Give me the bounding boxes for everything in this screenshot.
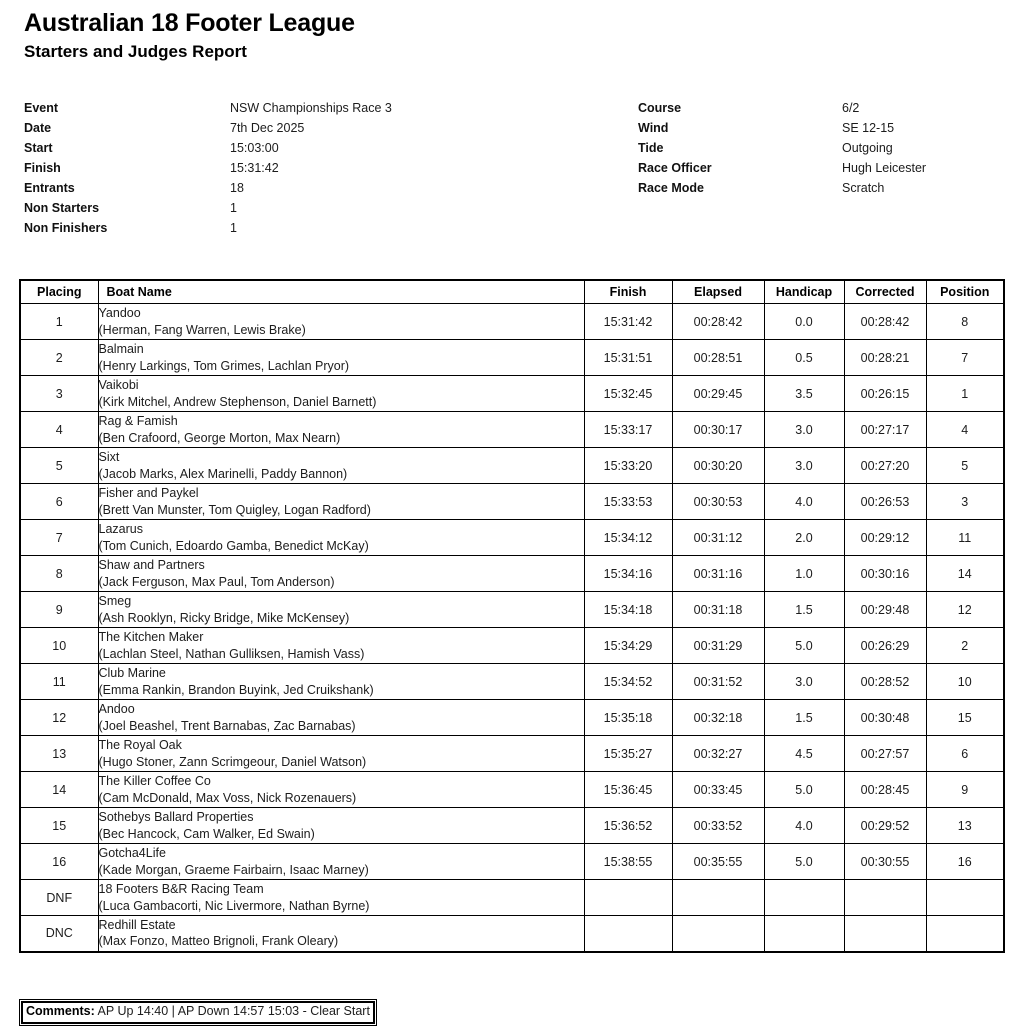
table-row [20,808,1004,844]
cell-elapsed: 00:35:55 [672,844,764,880]
boat-name: The Kitchen Maker [98,629,204,644]
cell-position: 1 [926,376,1004,412]
cell-placing: 1 [20,304,98,340]
cell-placing: 16 [20,844,98,880]
cell-finish [584,880,672,916]
cell-handicap: 5.0 [764,844,844,880]
column-header-position: Position [926,280,1004,304]
cell-finish: 15:34:52 [584,664,672,700]
meta-label: Race Mode [638,180,704,195]
boat-name: Vaikobi [98,377,139,392]
cell-corrected: 00:27:57 [844,736,926,772]
cell-handicap: 1.0 [764,556,844,592]
cell-placing: 13 [20,736,98,772]
cell-corrected: 00:28:52 [844,664,926,700]
table-header-row [20,280,1004,304]
cell-placing: 7 [20,520,98,556]
boat-crew: (Emma Rankin, Brandon Buyink, Jed Cruikshank) [98,682,374,697]
cell-handicap: 3.0 [764,664,844,700]
boat-crew: (Brett Van Munster, Tom Quigley, Logan Radford) [98,502,371,517]
cell-elapsed: 00:28:42 [672,304,764,340]
boat-crew: (Hugo Stoner, Zann Scrimgeour, Daniel Watson) [98,754,367,769]
cell-placing: 11 [20,664,98,700]
cell-position: 9 [926,772,1004,808]
cell-handicap: 4.0 [764,808,844,844]
cell-finish: 15:34:18 [584,592,672,628]
boat-crew: (Kade Morgan, Graeme Fairbairn, Isaac Marney) [98,862,369,877]
boat-name: The Killer Coffee Co [98,773,211,788]
comments-inner [21,1001,375,1024]
cell-elapsed [672,880,764,916]
boat-crew: (Max Fonzo, Matteo Brignoli, Frank Oleary) [98,934,339,949]
cell-boat-name [98,412,584,448]
table-row [20,520,1004,556]
table-row [20,340,1004,376]
cell-handicap: 3.5 [764,376,844,412]
boat-crew: (Lachlan Steel, Nathan Gulliksen, Hamish Vass) [98,646,365,661]
boat-name: The Royal Oak [98,737,182,752]
meta-value: 1 [230,200,237,215]
cell-finish: 15:35:27 [584,736,672,772]
column-header-finish: Finish [584,280,672,304]
boat-crew: (Henry Larkings, Tom Grimes, Lachlan Pryor) [98,358,350,373]
comments-text: AP Up 14:40 | AP Down 14:57 15:03 - Clear Start [94,1004,370,1018]
cell-position: 5 [926,448,1004,484]
cell-elapsed: 00:32:27 [672,736,764,772]
cell-position: 3 [926,484,1004,520]
cell-finish: 15:32:45 [584,376,672,412]
table-row [20,628,1004,664]
cell-handicap: 5.0 [764,772,844,808]
boat-crew: (Kirk Mitchel, Andrew Stephenson, Daniel Barnett) [98,394,377,409]
meta-row [638,101,1008,121]
meta-value: 15:31:42 [230,160,279,175]
results-table [19,279,1005,953]
meta-label: Entrants [24,180,75,195]
cell-boat-name [98,700,584,736]
cell-finish: 15:36:52 [584,808,672,844]
meta-value: NSW Championships Race 3 [230,100,392,115]
cell-placing: 3 [20,376,98,412]
boat-name: 18 Footers B&R Racing Team [98,881,264,896]
cell-placing: 8 [20,556,98,592]
boat-crew: (Herman, Fang Warren, Lewis Brake) [98,322,306,337]
boat-name: Yandoo [98,305,141,320]
report-header [0,0,1015,62]
meta-label: Non Finishers [24,220,108,235]
cell-handicap: 0.0 [764,304,844,340]
page-subtitle: Starters and Judges Report [24,41,247,61]
meta-row [24,221,624,241]
cell-boat-name [98,484,584,520]
cell-boat-name [98,376,584,412]
cell-placing: 12 [20,700,98,736]
cell-elapsed: 00:30:20 [672,448,764,484]
results-table-container [19,279,1003,953]
table-row [20,448,1004,484]
cell-position: 16 [926,844,1004,880]
boat-crew: (Jacob Marks, Alex Marinelli, Paddy Bannon) [98,466,348,481]
table-row [20,556,1004,592]
cell-position: 7 [926,340,1004,376]
cell-handicap: 4.5 [764,736,844,772]
race-metadata [0,101,1015,241]
cell-placing: 4 [20,412,98,448]
cell-corrected: 00:28:42 [844,304,926,340]
cell-handicap: 3.0 [764,448,844,484]
cell-handicap: 1.5 [764,700,844,736]
cell-handicap: 1.5 [764,592,844,628]
cell-placing: 10 [20,628,98,664]
cell-corrected: 00:30:48 [844,700,926,736]
table-row [20,376,1004,412]
boat-name: Lazarus [98,521,143,536]
boat-crew: (Ash Rooklyn, Ricky Bridge, Mike McKensey) [98,610,350,625]
cell-boat-name [98,592,584,628]
cell-handicap: 2.0 [764,520,844,556]
cell-finish: 15:33:17 [584,412,672,448]
cell-boat-name [98,736,584,772]
cell-corrected: 00:27:17 [844,412,926,448]
boat-crew: (Ben Crafoord, George Morton, Max Nearn) [98,430,341,445]
boat-name: Sixt [98,449,120,464]
boat-crew: (Bec Hancock, Cam Walker, Ed Swain) [98,826,315,841]
cell-elapsed: 00:31:18 [672,592,764,628]
boat-name: Sothebys Ballard Properties [98,809,254,824]
cell-position [926,916,1004,952]
cell-corrected: 00:30:16 [844,556,926,592]
cell-corrected: 00:29:48 [844,592,926,628]
cell-boat-name [98,664,584,700]
meta-value: SE 12-15 [842,120,895,135]
cell-corrected: 00:26:29 [844,628,926,664]
race-metadata-left-column [24,101,624,241]
meta-label: Event [24,100,59,115]
table-row [20,700,1004,736]
cell-corrected: 00:27:20 [844,448,926,484]
meta-row [24,181,624,201]
cell-handicap [764,880,844,916]
cell-corrected: 00:29:52 [844,808,926,844]
cell-finish: 15:35:18 [584,700,672,736]
table-row [20,484,1004,520]
column-header-corrected: Corrected [844,280,926,304]
boat-crew: (Joel Beashel, Trent Barnabas, Zac Barnabas) [98,718,356,733]
meta-label: Date [24,120,52,135]
meta-label: Course [638,100,682,115]
comments-label: Comments: [26,1004,95,1018]
cell-handicap: 3.0 [764,412,844,448]
cell-elapsed: 00:30:53 [672,484,764,520]
cell-finish: 15:34:12 [584,520,672,556]
column-header-boat-name: Boat Name [98,280,584,304]
boat-crew: (Luca Gambacorti, Nic Livermore, Nathan Byrne) [98,898,370,913]
cell-finish: 15:34:16 [584,556,672,592]
cell-elapsed [672,916,764,952]
table-row [20,916,1004,952]
boat-name: Fisher and Paykel [98,485,199,500]
meta-label: Start [24,140,53,155]
cell-elapsed: 00:32:18 [672,700,764,736]
cell-boat-name [98,772,584,808]
table-row [20,880,1004,916]
cell-boat-name [98,448,584,484]
cell-position: 10 [926,664,1004,700]
meta-label: Tide [638,140,664,155]
cell-finish: 15:31:51 [584,340,672,376]
race-metadata-right-column [638,101,1008,201]
meta-row [24,121,624,141]
cell-elapsed: 00:31:12 [672,520,764,556]
cell-elapsed: 00:30:17 [672,412,764,448]
cell-elapsed: 00:33:52 [672,808,764,844]
meta-value: Scratch [842,180,885,195]
cell-position [926,880,1004,916]
cell-placing: 14 [20,772,98,808]
cell-position: 15 [926,700,1004,736]
boat-name: Gotcha4Life [98,845,166,860]
cell-boat-name [98,808,584,844]
cell-handicap: 4.0 [764,484,844,520]
cell-corrected [844,916,926,952]
meta-label: Non Starters [24,200,100,215]
cell-position: 6 [926,736,1004,772]
boat-name: Andoo [98,701,135,716]
boat-crew: (Cam McDonald, Max Voss, Nick Rozenauers) [98,790,357,805]
cell-placing: 6 [20,484,98,520]
column-header-placing: Placing [20,280,98,304]
meta-value: 7th Dec 2025 [230,120,305,135]
cell-elapsed: 00:33:45 [672,772,764,808]
cell-position: 12 [926,592,1004,628]
boat-crew: (Tom Cunich, Edoardo Gamba, Benedict McKay) [98,538,369,553]
cell-corrected: 00:30:55 [844,844,926,880]
cell-finish: 15:34:29 [584,628,672,664]
cell-placing: DNF [20,880,98,916]
cell-boat-name [98,556,584,592]
cell-corrected [844,880,926,916]
column-header-handicap: Handicap [764,280,844,304]
meta-row [24,161,624,181]
boat-name: Redhill Estate [98,917,176,932]
cell-elapsed: 00:31:16 [672,556,764,592]
cell-finish: 15:33:20 [584,448,672,484]
cell-placing: 2 [20,340,98,376]
table-row [20,772,1004,808]
cell-position: 4 [926,412,1004,448]
meta-value: 6/2 [842,100,860,115]
meta-value: 15:03:00 [230,140,279,155]
cell-boat-name [98,916,584,952]
cell-boat-name [98,844,584,880]
column-header-elapsed: Elapsed [672,280,764,304]
cell-position: 2 [926,628,1004,664]
cell-finish [584,916,672,952]
cell-boat-name [98,628,584,664]
meta-value: 18 [230,180,244,195]
boat-name: Smeg [98,593,132,608]
cell-position: 14 [926,556,1004,592]
results-table-header [20,280,1004,304]
meta-row [24,201,624,221]
table-row [20,304,1004,340]
table-row [20,592,1004,628]
meta-label: Finish [24,160,61,175]
meta-value: 1 [230,220,237,235]
cell-boat-name [98,880,584,916]
cell-boat-name [98,520,584,556]
meta-row [24,101,624,121]
cell-placing: 9 [20,592,98,628]
cell-handicap: 5.0 [764,628,844,664]
cell-elapsed: 00:31:29 [672,628,764,664]
meta-row [638,121,1008,141]
meta-row [638,141,1008,161]
cell-placing: 5 [20,448,98,484]
comments-box [19,999,377,1026]
cell-handicap [764,916,844,952]
meta-label: Race Officer [638,160,712,175]
cell-handicap: 0.5 [764,340,844,376]
table-row [20,736,1004,772]
meta-value: Hugh Leicester [842,160,927,175]
cell-position: 8 [926,304,1004,340]
table-row [20,664,1004,700]
cell-boat-name [98,304,584,340]
meta-row [24,141,624,161]
boat-name: Shaw and Partners [98,557,205,572]
cell-corrected: 00:28:21 [844,340,926,376]
cell-finish: 15:36:45 [584,772,672,808]
table-row [20,412,1004,448]
cell-elapsed: 00:28:51 [672,340,764,376]
cell-elapsed: 00:29:45 [672,376,764,412]
cell-corrected: 00:28:45 [844,772,926,808]
cell-corrected: 00:26:53 [844,484,926,520]
cell-corrected: 00:26:15 [844,376,926,412]
cell-boat-name [98,340,584,376]
cell-finish: 15:33:53 [584,484,672,520]
cell-elapsed: 00:31:52 [672,664,764,700]
table-row [20,844,1004,880]
cell-corrected: 00:29:12 [844,520,926,556]
meta-value: Outgoing [842,140,893,155]
boat-name: Rag & Famish [98,413,178,428]
meta-label: Wind [638,120,669,135]
cell-finish: 15:31:42 [584,304,672,340]
cell-position: 13 [926,808,1004,844]
cell-placing: 15 [20,808,98,844]
cell-placing: DNC [20,916,98,952]
cell-position: 11 [926,520,1004,556]
boat-crew: (Jack Ferguson, Max Paul, Tom Anderson) [98,574,335,589]
meta-row [638,181,1008,201]
boat-name: Balmain [98,341,144,356]
page-title: Australian 18 Footer League [24,9,355,37]
meta-row [638,161,1008,181]
boat-name: Club Marine [98,665,166,680]
cell-finish: 15:38:55 [584,844,672,880]
results-table-body [20,304,1004,952]
